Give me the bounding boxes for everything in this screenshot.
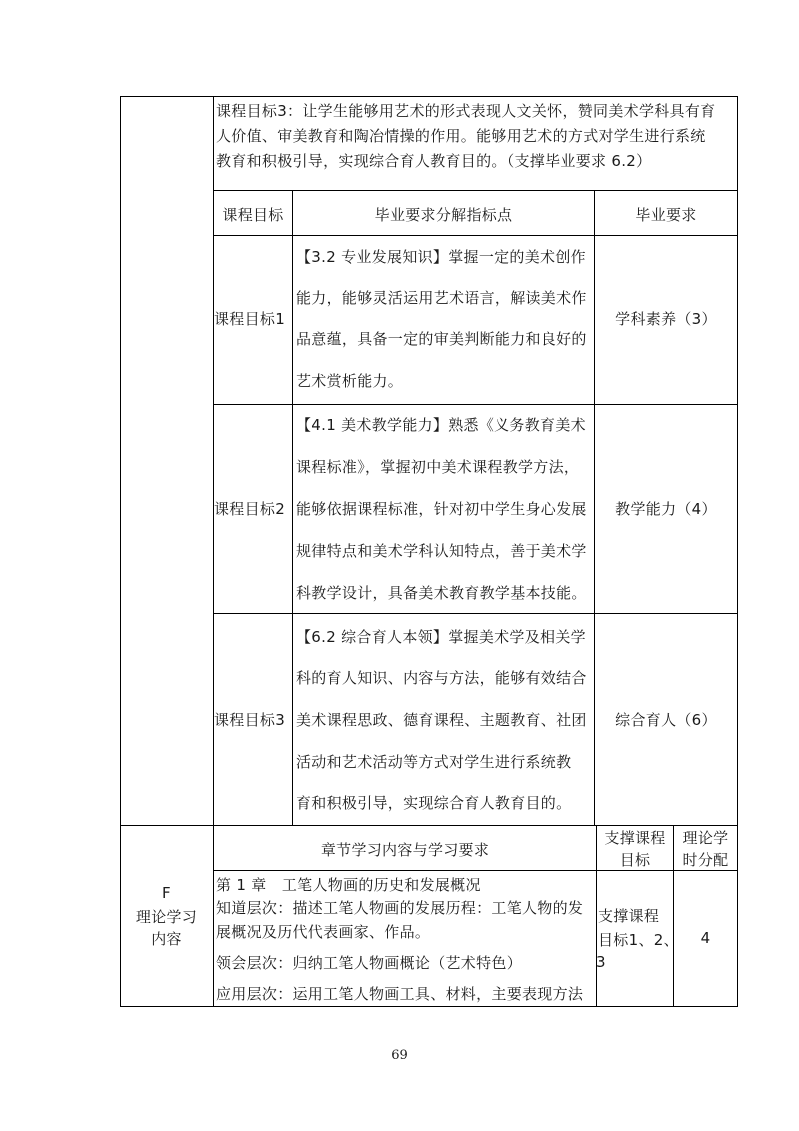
section-f-header-hours-line-1: 理论学 <box>682 829 729 847</box>
row2-indicator-line-5: 科教学设计，具备美术教育教学基本技能。 <box>296 584 587 602</box>
section-f-header-hours-line-2: 时分配 <box>682 851 729 869</box>
intro-goal3-line-3: 教育和积极引导，实现综合育人教育目的。（支撑毕业要求 6.2） <box>216 152 652 170</box>
chapter1-support-line-2: 目标1、2、 <box>598 931 679 949</box>
section-f-header-support-line-2: 目标 <box>619 851 651 869</box>
row2-goal: 课程目标2 <box>214 500 286 518</box>
row1-goal: 课程目标1 <box>214 310 286 328</box>
row1-requirement: 学科素养（3） <box>615 310 717 328</box>
page-number: 69 <box>391 1048 408 1063</box>
chapter1-hours: 4 <box>700 929 711 947</box>
row3-indicator-line-3: 美术课程思政、德育课程、主题教育、社团 <box>296 711 587 729</box>
chapter1-support-line-1: 支撑课程 <box>598 907 660 925</box>
section-f-header-divider <box>213 870 738 871</box>
section-f-header-content: 章节学习内容与学习要求 <box>320 841 490 859</box>
mapping-col-divider-1 <box>292 190 293 826</box>
row3-indicator-line-2: 科的育人知识、内容与方法，能够有效结合 <box>296 669 587 687</box>
border-top <box>120 96 738 97</box>
chapter1-line-2: 知道层次：描述工笔人物画的发展历程：工笔人物的发 <box>216 899 584 917</box>
row3-goal: 课程目标3 <box>214 711 286 729</box>
row2-indicator-line-1: 【4.1 美术教学能力】熟悉《义务教育美术 <box>296 416 586 434</box>
section-f-header-support-line-1: 支撑课程 <box>604 829 666 847</box>
intro-goal3-line-2: 人价值、审美教育和陶冶情操的作用。能够用艺术的方式对学生进行系统 <box>216 127 706 145</box>
row3-indicator-line-1: 【6.2 综合育人本领】掌握美术学及相关学 <box>296 628 586 646</box>
section-f-label-line-2: 内容 <box>151 930 182 948</box>
chapter1-line-3: 展概况及历代代表画家、作品。 <box>216 923 431 941</box>
row1-indicator-line-1: 【3.2 专业发展知识】掌握一定的美术创作 <box>296 248 586 266</box>
chapter1-support-line-3: 3 <box>596 953 606 971</box>
header-course-goal: 课程目标 <box>222 206 284 224</box>
row2-indicator-line-2: 课程标准》，掌握初中美术课程教学方法， <box>296 458 580 476</box>
row1-indicator-line-2: 能力，能够灵活运用艺术语言，解读美术作 <box>296 289 587 307</box>
row2-indicator-line-4: 规律特点和美术学科认知特点，善于美术学 <box>296 542 587 560</box>
border-left <box>120 96 121 1007</box>
chapter1-line-1: 第 1 章 工笔人物画的历史和发展概况 <box>216 876 481 894</box>
row1-indicator-line-4: 艺术赏析能力。 <box>296 372 404 390</box>
chapter1-line-5: 应用层次：运用工笔人物画工具、材料，主要表现方法 <box>216 985 584 1003</box>
header-graduation-requirement: 毕业要求 <box>635 206 697 224</box>
row2-requirement: 教学能力（4） <box>615 500 717 518</box>
row3-indicator-line-4: 活动和艺术活动等方式对学生进行系统教 <box>296 753 572 771</box>
row2-indicator-line-3: 能够依据课程标准，针对初中学生身心发展 <box>296 500 587 518</box>
row1-indicator-line-3: 品意蕴，具备一定的审美判断能力和良好的 <box>296 330 587 348</box>
section-f-letter: F <box>162 884 171 902</box>
intro-goal3-line-1: 课程目标3：让学生能够用艺术的形式表现人文关怀，赞同美术学科具有育 <box>216 102 716 120</box>
row3-indicator-line-5: 育和积极引导，实现综合育人教育目的。 <box>296 794 572 812</box>
header-indicator: 毕业要求分解指标点 <box>374 206 513 224</box>
border-bottom <box>120 1006 738 1007</box>
mapping-table-bottom <box>120 825 738 826</box>
section-f-label-line-1: 理论学习 <box>135 908 198 926</box>
row3-requirement: 综合育人（6） <box>615 711 717 729</box>
chapter1-line-4: 领会层次：归纳工笔人物画概论（艺术特色） <box>216 954 523 972</box>
